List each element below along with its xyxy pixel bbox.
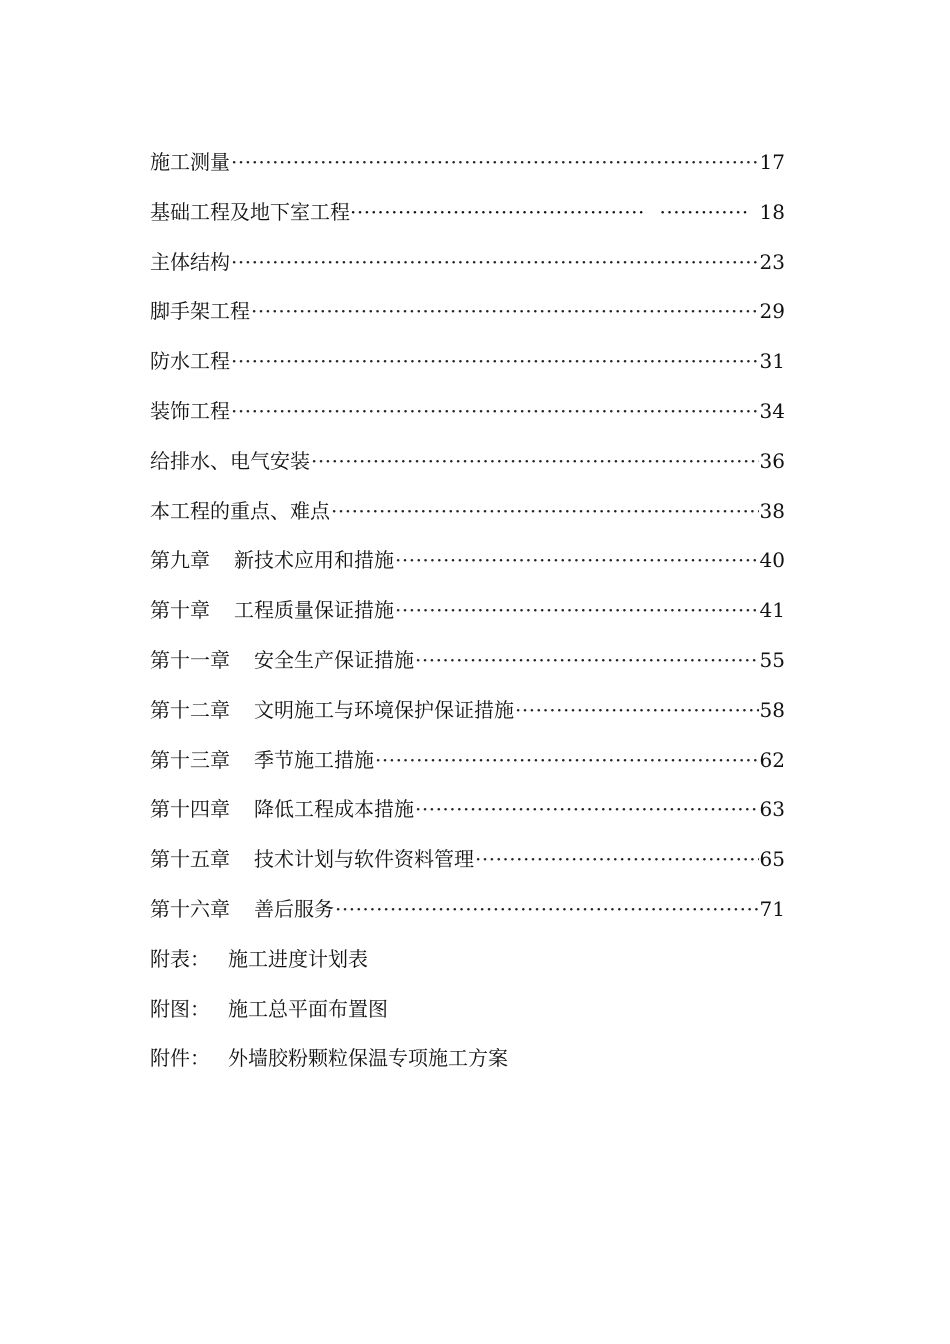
- toc-entry-page: 38: [759, 498, 785, 523]
- toc-entry: [150, 337, 785, 387]
- chapter-title: 新技术应用和措施: [234, 548, 394, 573]
- chapter-page: 62: [759, 747, 785, 772]
- toc-entry-title: 装饰工程: [150, 398, 230, 423]
- chapter-title: 工程质量保证措施: [234, 598, 394, 623]
- dot-leader: [231, 238, 759, 288]
- chapter-page: 55: [759, 647, 785, 672]
- dot-leader: [395, 586, 759, 636]
- toc-entry-page: 34: [759, 398, 785, 423]
- dot-leader: [331, 487, 759, 537]
- toc-entry: [150, 188, 785, 238]
- appendix-title: 施工总平面布置图: [228, 996, 388, 1021]
- toc-chapter: [150, 586, 785, 636]
- chapter-page: 40: [759, 548, 785, 573]
- toc-entry: [150, 387, 785, 437]
- toc-entry-page: 29: [759, 299, 785, 324]
- toc-entry: [150, 437, 785, 487]
- appendix-label: 附表：: [150, 946, 210, 971]
- chapter-page: 63: [759, 797, 785, 822]
- toc-entry: [150, 138, 785, 188]
- chapter-page: 41: [759, 598, 785, 623]
- toc-entry-title: 防水工程: [150, 349, 230, 374]
- chapter-number: 第十三章: [150, 747, 230, 772]
- toc-entry: [150, 287, 785, 337]
- toc-entry-title: 主体结构: [150, 249, 230, 274]
- toc-entry-page: 18: [759, 199, 785, 224]
- toc-entry-page: 17: [759, 150, 785, 174]
- dot-leader: [251, 287, 759, 337]
- chapter-number: 第十四章: [150, 797, 230, 822]
- dot-leader: [475, 835, 759, 885]
- chapter-number: 第十章: [150, 598, 210, 623]
- chapter-title: 文明施工与环境保护保证措施: [254, 697, 514, 722]
- appendix-title: 施工进度计划表: [228, 946, 368, 971]
- chapter-title: 降低工程成本措施: [254, 797, 414, 822]
- chapter-number: 第十二章: [150, 697, 230, 722]
- toc-entry: [150, 487, 785, 537]
- dot-leader: [375, 736, 759, 786]
- chapter-title: 安全生产保证措施: [254, 647, 414, 672]
- appendix-entry: [150, 985, 785, 1035]
- table-of-contents: [150, 138, 785, 1084]
- chapter-page: 58: [759, 697, 785, 722]
- appendix-title: 外墙胶粉颗粒保温专项施工方案: [228, 1046, 508, 1071]
- dot-leader: [311, 437, 759, 487]
- chapter-number: 第十五章: [150, 847, 230, 872]
- appendix-entry: [150, 935, 785, 985]
- toc-entry: [150, 238, 785, 288]
- appendix-label: 附图：: [150, 996, 210, 1021]
- chapter-title: 技术计划与软件资料管理: [254, 847, 474, 872]
- dot-leader: [231, 387, 759, 437]
- dot-leader: [395, 536, 759, 586]
- toc-chapter: [150, 636, 785, 686]
- toc-entry-page: 23: [759, 249, 785, 274]
- dot-leader: [231, 337, 759, 387]
- toc-chapter: [150, 785, 785, 835]
- dot-leader: [231, 138, 759, 188]
- toc-chapter: [150, 835, 785, 885]
- chapter-number: 第十六章: [150, 896, 230, 921]
- chapter-title: 善后服务: [254, 896, 334, 921]
- toc-entry-page: 36: [759, 448, 785, 473]
- toc-chapter: [150, 536, 785, 586]
- toc-entry-title: 脚手架工程: [150, 299, 250, 324]
- toc-entry-title: 基础工程及地下室工程: [150, 199, 350, 224]
- chapter-number: 第九章: [150, 548, 210, 573]
- chapter-page: 71: [759, 896, 785, 921]
- dot-leader: [415, 636, 759, 686]
- toc-entry-title: 本工程的重点、难点: [150, 498, 330, 523]
- toc-entry-title: 给排水、电气安装: [150, 448, 310, 473]
- appendix-label: 附件：: [150, 1046, 210, 1071]
- appendix-entry: [150, 1034, 785, 1084]
- dot-leader: [415, 785, 759, 835]
- dot-leader: [335, 885, 759, 935]
- chapter-page: 65: [759, 847, 785, 872]
- chapter-title: 季节施工措施: [254, 747, 374, 772]
- dot-leader: [350, 188, 748, 238]
- dot-leader: [515, 686, 759, 736]
- toc-chapter: [150, 686, 785, 736]
- toc-entry-page: 31: [759, 349, 785, 374]
- toc-entry-title: 施工测量: [150, 150, 230, 174]
- toc-chapter: [150, 736, 785, 786]
- chapter-number: 第十一章: [150, 647, 230, 672]
- toc-chapter: [150, 885, 785, 935]
